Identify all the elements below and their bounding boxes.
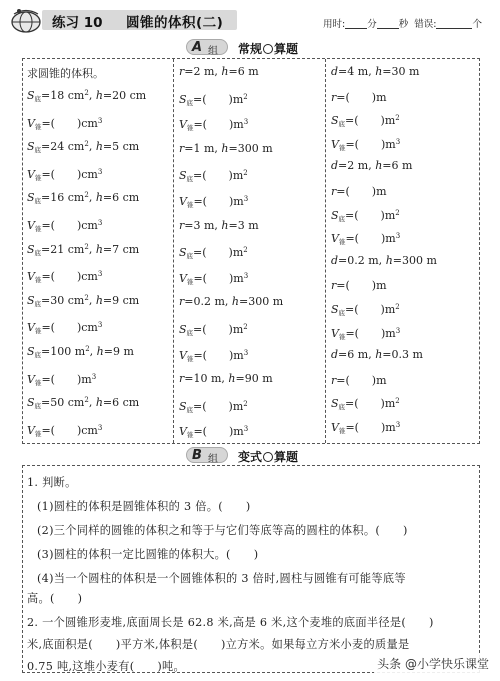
question-text-line: 米,底面积是( )平方米,体积是( )立方米。如果每立方米小麦的质量是 (27, 638, 410, 651)
answer-blank-line: $V_锥=$( )$cm^3$ (27, 321, 103, 336)
answer-blank-line: $S_底=$( )$m^2$ (179, 92, 248, 107)
given-values-line: $S_底=24$ $cm^2$, h=5 cm (27, 140, 140, 155)
question-text-line: (2)三个同样的圆锥的体积之和等于与它们等底等高的圆柱的体积。( ) (37, 524, 408, 537)
answer-blank-line: $S_底=$( )$m^2$ (331, 208, 400, 223)
exercise-number: 练习 10 (52, 15, 103, 31)
worksheet-header (10, 6, 490, 34)
given-values-line: d=4 m, h=30 m (331, 65, 420, 78)
errors-label: 错误: (414, 19, 437, 30)
errors-blank (436, 19, 472, 29)
given-values-line: d=2 m, h=6 m (331, 159, 413, 173)
answer-blank-line: $V_锥=$( )$cm^3$ (27, 219, 103, 233)
question-text-line: 0.75 吨,这堆小麦有( )吨。 (27, 660, 186, 673)
question-text-line: 高。( ) (27, 592, 83, 605)
time-error-record (323, 16, 482, 30)
answer-blank-line: $V_锥=$( )$m^3$ (27, 372, 97, 387)
count-label: 个 (472, 19, 482, 30)
watermark: 头条 @小学快乐课堂 (374, 654, 492, 673)
given-values-line: r=2 m, h=6 m (179, 65, 259, 78)
question-text-line: (4)当一个圆柱的体积是一个圆锥体积的 3 倍时,圆柱与圆锥有可能等底等 (37, 572, 406, 585)
answer-blank-line: $V_锥=$( )$cm^3$ (27, 423, 103, 438)
instruction-text: 求圆锥的体积。 (27, 67, 104, 80)
group-a-letter: A (192, 40, 203, 55)
section-b-title-right: 算题 (274, 450, 299, 464)
given-values-line: $S_底=16$ $cm^2$, h=6 cm (27, 191, 140, 206)
given-values-line: d=6 m, h=0.3 m (331, 348, 423, 362)
given-values-line: r=0.2 m, h=300 m (179, 295, 284, 309)
group-b-badge (186, 447, 228, 463)
question-line: 2. 一个圆锥形麦堆,底面周长是 62.8 米,高是 6 米,这个麦堆的底面半径是( ) (27, 616, 434, 629)
answer-blank-line: $S_底=$( )$m^2$ (331, 303, 400, 317)
answer-blank-line: $V_锥=$( )$cm^3$ (27, 116, 103, 131)
given-values-line: d=0.2 m, h=300 m (331, 253, 437, 267)
page-title: 圆锥的体积(二) (126, 15, 224, 31)
question-text-line: (3)圆柱的体积一定比圆锥的体积大。( ) (37, 548, 259, 561)
given-values-line: $S_底=21$ $cm^2$, h=7 cm (27, 242, 140, 257)
given-values-line: r=10 m, h=90 m (179, 372, 273, 386)
time-minutes-blank (345, 19, 367, 29)
minute-label: 分 (367, 19, 377, 30)
column-divider (173, 59, 174, 443)
answer-blank-line: $V_锥=$( )$m^3$ (179, 118, 249, 133)
answer-blank-line: $V_锥=$( )$m^3$ (179, 195, 249, 209)
section-a-title-left: 常规 (238, 42, 263, 56)
section-a-box (22, 58, 480, 444)
circle-mark-icon (263, 44, 273, 54)
question-text-line: (1)圆柱的体积是圆锥体积的 3 倍。( ) (37, 500, 251, 513)
given-values-line: $S_底=30$ $cm^2$, h=9 cm (27, 293, 140, 308)
answer-blank-line: $S_底=$( )$m^2$ (179, 246, 248, 261)
answer-blank-line: $S_底=$( )$m^2$ (331, 397, 400, 412)
answer-blank-line: $S_底=$( )$m^2$ (179, 399, 248, 414)
answer-blank-line: r=( )m (331, 90, 387, 104)
answer-blank-line: $V_锥=$( )$m^3$ (179, 348, 249, 363)
answer-blank-line: $V_锥=$( )$cm^3$ (27, 167, 103, 182)
given-values-line: $S_底=18$ $cm^2$, h=20 cm (27, 89, 147, 103)
answer-blank-line: $S_底=$( )$m^2$ (331, 114, 400, 129)
column-divider (325, 59, 326, 443)
answer-blank-line: r=( )m (331, 185, 387, 198)
given-values-line: r=3 m, h=3 m (179, 218, 259, 232)
answer-blank-line: $V_锥=$( )$m^3$ (331, 137, 401, 152)
second-label: 秒 (398, 19, 409, 30)
section-b-box (22, 465, 480, 673)
section-a-title (238, 40, 298, 57)
group-a-word: 组 (208, 46, 218, 57)
time-label: 用时: (323, 19, 346, 30)
group-b-letter: B (192, 448, 202, 463)
answer-blank-line: $V_锥=$( )$cm^3$ (27, 270, 103, 285)
time-seconds-blank (377, 19, 399, 29)
question-line: 1. 判断。 (27, 476, 77, 489)
answer-blank-line: $S_底=$( )$m^2$ (179, 323, 248, 337)
answer-blank-line: $V_锥=$( )$m^3$ (179, 425, 249, 440)
circle-mark-icon (263, 452, 273, 462)
answer-blank-line: $V_锥=$( )$m^3$ (331, 232, 401, 247)
section-b-title-left: 变式 (238, 450, 263, 464)
given-values-line: r=1 m, h=300 m (179, 141, 273, 155)
group-a-badge (186, 39, 228, 55)
answer-blank-line: r=( )m (331, 373, 387, 387)
answer-blank-line: $V_锥=$( )$m^3$ (179, 271, 249, 286)
group-b-word: 组 (208, 454, 218, 465)
given-values-line: $S_底=100$ $m^2$, h=9 m (27, 345, 134, 359)
given-values-line: $S_底=50$ $cm^2$, h=6 cm (27, 396, 140, 411)
answer-blank-line: $V_锥=$( )$m^3$ (331, 326, 401, 341)
section-a-header (0, 38, 500, 58)
section-b-header (0, 446, 500, 466)
section-b-title (238, 448, 298, 465)
answer-blank-line: $S_底=$( )$m^2$ (179, 169, 248, 184)
answer-blank-line: r=( )m (331, 279, 387, 293)
answer-blank-line: $V_锥=$( )$m^3$ (331, 421, 401, 435)
section-a-title-right: 算题 (274, 42, 299, 56)
